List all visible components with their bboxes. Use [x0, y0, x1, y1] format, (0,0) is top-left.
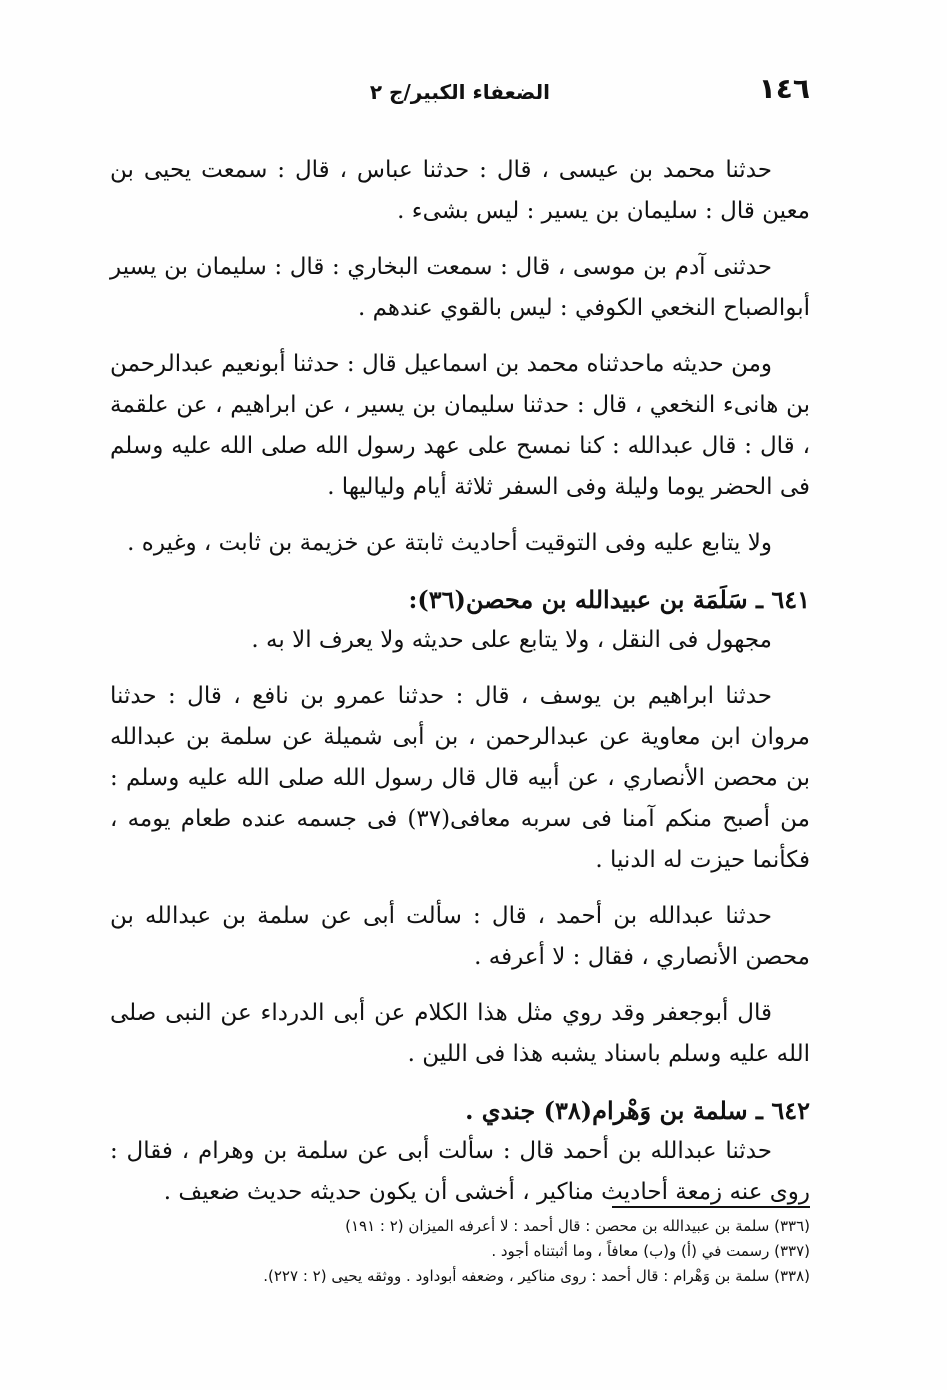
- page-header: [110, 72, 810, 108]
- paragraph: حدثنى آدم بن موسى ، قال : سمعت البخاري : قال : سليمان بن يسير أبوالصباح النخعي الكوفي : ليس بالقوي عندهم .: [110, 254, 810, 321]
- paragraph: حدثنا عبدالله بن أحمد ، قال : سألت أبى عن سلمة بن عبدالله بن محصن الأنصاري ، فقال : لا أعرفه .: [110, 903, 810, 970]
- entry-heading-642: ٦٤٢ ـ سلمة بن وَهْرام(٣٨) جندي .: [465, 1096, 810, 1125]
- entry-heading-641: ٦٤١ ـ سَلَمَة بن عبيدالله بن محصن(٣٦):: [408, 585, 810, 614]
- running-title: الضعفاء الكبير/ج ٢: [369, 80, 550, 104]
- paragraph: حدثنا ابراهيم بن يوسف ، قال : حدثنا عمرو بن نافع ، قال : حدثنا مروان ابن معاوية عن عبدالرحمن ، بن أبى شميلة عن سلمة بن عبدالله بن محصن الأنصاري ، عن أبيه قال قال رسول الله صلى الله عليه وسلم : من أصبح منكم آمنا فى سربه معافى(٣٧) فى جسمه عنده طعام يومه ، فكأنما حيزت له الدنيا .: [110, 683, 810, 873]
- paragraph: قال أبوجعفر وقد روي مثل هذا الكلام عن أبى الدرداء عن النبى صلى الله عليه وسلم باسناد يشبه هذا فى اللين .: [110, 1000, 810, 1067]
- entry-description: مجهول فى النقل ، ولا يتابع على حديثه ولا يعرف الا به .: [251, 627, 772, 653]
- footnote-divider: [612, 1206, 810, 1208]
- footnotes: [110, 1214, 810, 1289]
- footnote: (٣٣٦) سلمة بن عبيدالله بن محصن : قال أحمد : لا أعرفه الميزان (٢ : ١٩١): [345, 1217, 810, 1235]
- main-text: [110, 150, 810, 1228]
- paragraph: ولا يتابع عليه وفى التوقيت أحاديث ثابتة عن خزيمة بن ثابت ، وغيره .: [127, 530, 772, 556]
- paragraph: حدثنا محمد بن عيسى ، قال : حدثنا عباس ، قال : سمعت يحيى بن معين قال : سليمان بن يسير : ليس بشىء .: [110, 157, 810, 224]
- footnote: (٣٣٨) سلمة بن وَهْرام : قال أحمد : روى مناكير ، وضعفه أبوداود . ووثقه يحيى (٢ : ٢٢٧).: [263, 1267, 810, 1285]
- page-number: ١٤٦: [758, 72, 810, 105]
- paragraph: حدثنا عبدالله بن أحمد قال : سألت أبى عن سلمة بن وهرام ، فقال : روى عنه زمعة أحاديث مناكير ، أخشى أن يكون حديثه حديث ضعيف .: [110, 1138, 810, 1205]
- paragraph: ومن حديثه ماحدثناه محمد بن اسماعيل قال : حدثنا أبونعيم عبدالرحمن بن هانىء النخعي ، قال : حدثنا سليمان بن يسير ، عن ابراهيم ، عن علقمة ، قال : قال عبدالله : كنا نمسح على عهد رسول الله صلى الله عليه وسلم فى الحضر يوما وليلة وفى السفر ثلاثة أيام ولياليها .: [110, 351, 810, 500]
- footnote: (٣٣٧) رسمت في (أ) و(ب) معافاً ، وما أثبتناه أجود .: [491, 1242, 810, 1260]
